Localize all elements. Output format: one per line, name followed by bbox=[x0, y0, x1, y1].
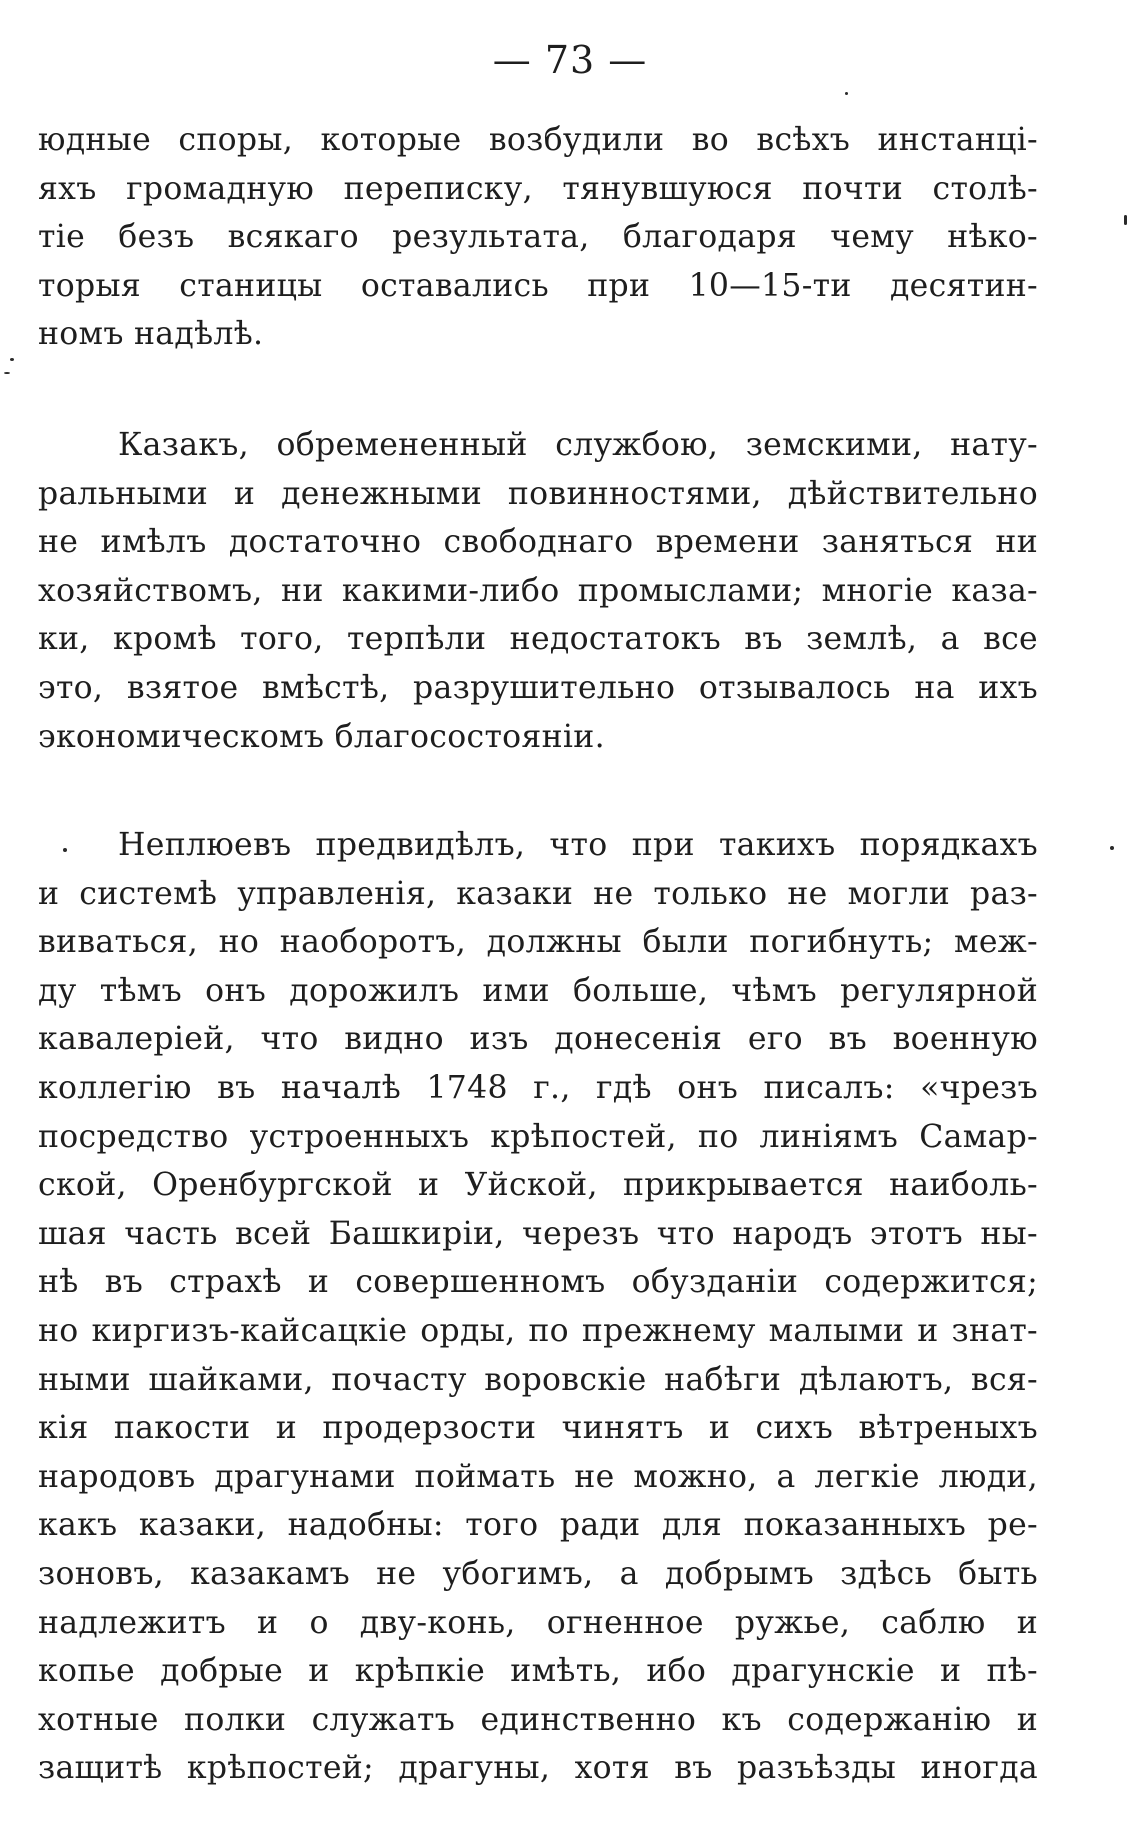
text-line: ральными и денежными повинностями, дѣйствительно bbox=[38, 475, 1038, 512]
text-line: экономическомъ благосостояніи. bbox=[38, 718, 605, 755]
page-number: — 73 — bbox=[492, 38, 648, 82]
text-line: кія пакости и продерзости чинятъ и сихъ вѣтреныхъ bbox=[38, 1410, 1038, 1447]
text-line: торыя станицы оставались при 10—15-ти десятин- bbox=[38, 267, 1038, 304]
text-line: шая часть всей Башкиріи, черезъ что народъ этотъ ны- bbox=[38, 1215, 1038, 1252]
text-line: хозяйствомъ, ни какими-либо промыслами; многіе каза- bbox=[38, 572, 1038, 609]
text-line: виваться, но наоборотъ, должны были погибнуть; меж- bbox=[38, 924, 1038, 961]
text-line: и системѣ управленія, казаки не только не могли раз- bbox=[38, 875, 1038, 912]
text-line: юдные споры, которые возбудили во всѣхъ инстанці- bbox=[38, 122, 1038, 158]
text-line: зоновъ, казакамъ не убогимъ, а добрымъ здѣсь быть bbox=[38, 1555, 1038, 1592]
text-line: Неплюевъ предвидѣлъ, что при такихъ порядкахъ bbox=[118, 827, 1038, 863]
scan-speck bbox=[845, 92, 848, 95]
text-line: посредство устроенныхъ крѣпостей, по линіямъ Самар- bbox=[38, 1118, 1038, 1155]
text-line: ду тѣмъ онъ дорожилъ ими больше, чѣмъ регулярной bbox=[38, 972, 1038, 1009]
text-line: это, взятое вмѣстѣ, разрушительно отзывалось на ихъ bbox=[38, 669, 1038, 706]
text-line: но киргизъ-кайсацкіе орды, по прежнему малыми и знат- bbox=[38, 1312, 1038, 1349]
text-line: коллегію въ началѣ 1748 г., гдѣ онъ писалъ: «чрезъ bbox=[38, 1069, 1038, 1106]
paragraph-3 bbox=[38, 821, 1038, 1793]
text-line: тіе безъ всякаго результата, благодаря чему нѣко- bbox=[38, 219, 1038, 256]
scan-speck bbox=[4, 372, 10, 374]
text-line: хотные полки служатъ единственно къ содержанію и bbox=[38, 1701, 1038, 1738]
text-line: ными шайками, почасту воровскіе набѣги дѣлаютъ, вся- bbox=[38, 1361, 1038, 1398]
text-line: ской, Оренбургской и Уйской, прикрывается наиболь- bbox=[38, 1167, 1038, 1204]
text-line: защитѣ крѣпостей; драгуны, хотя въ разъѣзды иногда bbox=[38, 1750, 1038, 1787]
text-line: яхъ громадную переписку, тянувшуюся почти столѣ- bbox=[38, 170, 1038, 207]
scan-speck bbox=[1124, 215, 1127, 225]
text-line: нѣ въ страхѣ и совершенномъ обузданіи содержится; bbox=[38, 1264, 1038, 1301]
text-line: народовъ драгунами поймать не можно, а легкіе люди, bbox=[38, 1458, 1038, 1495]
text-line: копье добрые и крѣпкіе имѣть, ибо драгунскіе и пѣ- bbox=[38, 1653, 1038, 1690]
scan-speck bbox=[63, 848, 67, 852]
paragraph-2 bbox=[38, 421, 1038, 761]
paragraph-1 bbox=[38, 116, 1038, 359]
text-line: номъ надѣлѣ. bbox=[38, 316, 264, 353]
text-line: Казакъ, обремененный службою, земскими, нату- bbox=[118, 427, 1038, 463]
scan-speck bbox=[10, 358, 14, 361]
text-line: ки, кромѣ того, терпѣли недостатокъ въ землѣ, а все bbox=[38, 621, 1038, 658]
text-line: какъ казаки, надобны: того ради для показанныхъ ре- bbox=[38, 1507, 1038, 1544]
scan-speck bbox=[1110, 846, 1114, 850]
text-line: кавалеріей, что видно изъ донесенія его въ военную bbox=[38, 1021, 1038, 1058]
text-line: надлежитъ и о дву-конь, огненное ружье, саблю и bbox=[38, 1604, 1038, 1641]
text-line: не имѣлъ достаточно свободнаго времени заняться ни bbox=[38, 524, 1038, 561]
